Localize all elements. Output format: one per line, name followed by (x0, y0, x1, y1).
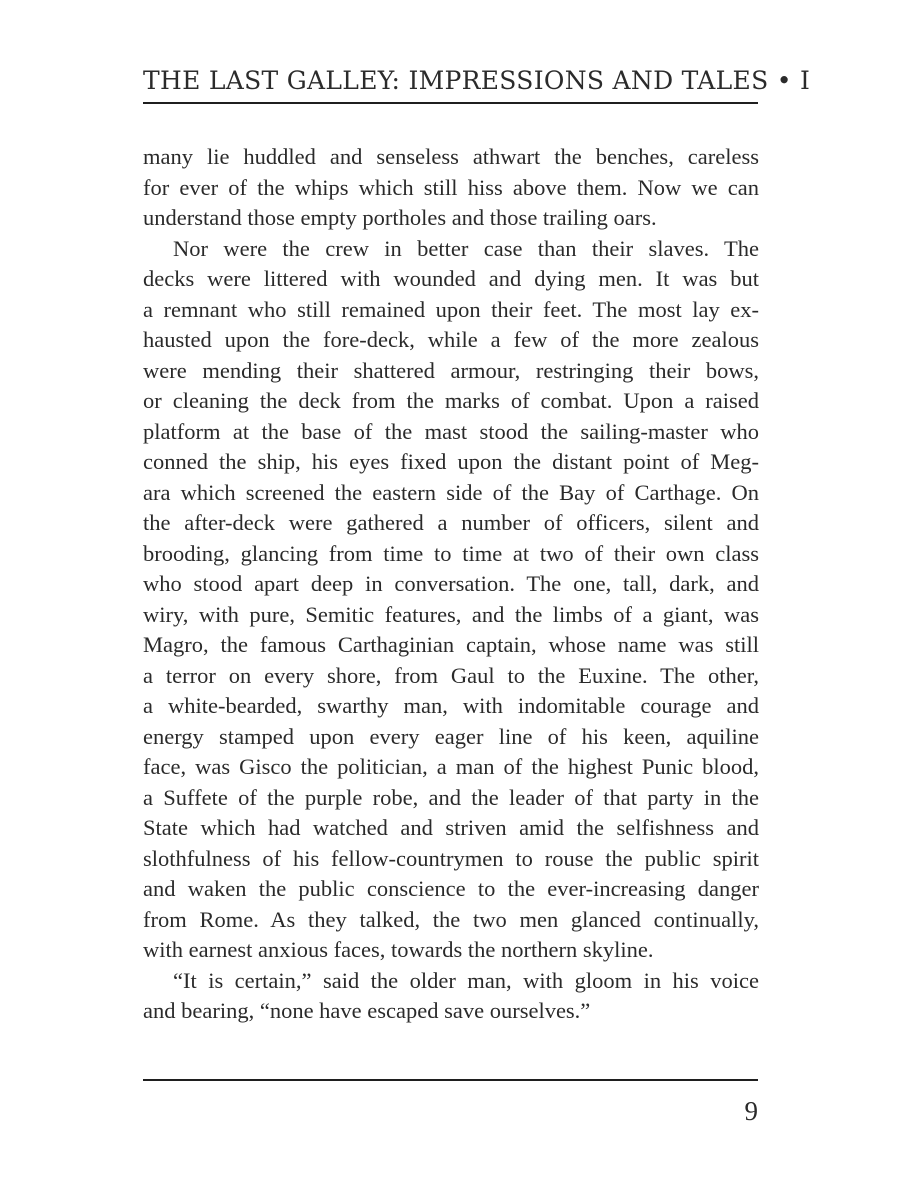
text-line: and waken the public conscience to the ever-increasing danger (143, 876, 759, 901)
text-line: platform at the base of the mast stood the sailing-master who (143, 418, 759, 444)
text-line: understand those empty portholes and those trailing oars. (143, 205, 657, 230)
text-line: conned the ship, his eyes fixed upon the distant point of Meg- (143, 449, 759, 474)
text-line: the after-deck were gathered a number of officers, silent and (143, 510, 759, 535)
text-line: decks were littered with wounded and dying men. It was but (143, 266, 759, 291)
text-line: “It is certain,” said the older man, with gloom in his voice (173, 967, 759, 993)
text-line: who stood apart deep in conversation. The one, tall, dark, and (143, 571, 759, 596)
body-text (143, 142, 759, 1027)
text-line: were mending their shattered armour, restringing their bows, (143, 357, 759, 383)
page-number: 9 (744, 1096, 758, 1126)
text-line: for ever of the whips which still hiss above them. Now we can (143, 174, 759, 200)
text-line: many lie huddled and senseless athwart the benches, careless (143, 144, 759, 169)
text-line: State which had watched and striven amid the selfishness and (143, 815, 759, 840)
header-rule (143, 102, 758, 104)
text-line: with earnest anxious faces, towards the northern skyline. (143, 937, 654, 962)
text-line: Magro, the famous Carthaginian captain, whose name was still (143, 632, 759, 657)
text-line: a white-bearded, swarthy man, with indomitable courage and (143, 693, 759, 718)
text-line: or cleaning the deck from the marks of combat. Upon a raised (143, 388, 759, 413)
text-line: energy stamped upon every eager line of his keen, aquiline (143, 723, 759, 749)
text-line: hausted upon the fore-deck, while a few of the more zealous (143, 327, 759, 352)
text-line: slothfulness of his fellow-countrymen to rouse the public spirit (143, 845, 759, 871)
text-line: and bearing, “none have escaped save ourselves.” (143, 998, 591, 1023)
footer-rule (143, 1079, 758, 1081)
running-head: THE LAST GALLEY: IMPRESSIONS AND TALES • I (143, 66, 811, 95)
text-line: face, was Gisco the politician, a man of the highest Punic blood, (143, 754, 759, 779)
text-line: wiry, with pure, Semitic features, and the limbs of a giant, was (143, 601, 759, 627)
text-line: brooding, glancing from time to time at two of their own class (143, 540, 759, 566)
text-line: from Rome. As they talked, the two men glanced continually, (143, 906, 759, 932)
text-line: a remnant who still remained upon their feet. The most lay ex- (143, 296, 759, 322)
text-line: a Suffete of the purple robe, and the leader of that party in the (143, 784, 759, 810)
text-line: Nor were the crew in better case than their slaves. The (173, 235, 759, 261)
text-line: a terror on every shore, from Gaul to the Euxine. The other, (143, 662, 759, 688)
text-line: ara which screened the eastern side of the Bay of Carthage. On (143, 479, 759, 505)
